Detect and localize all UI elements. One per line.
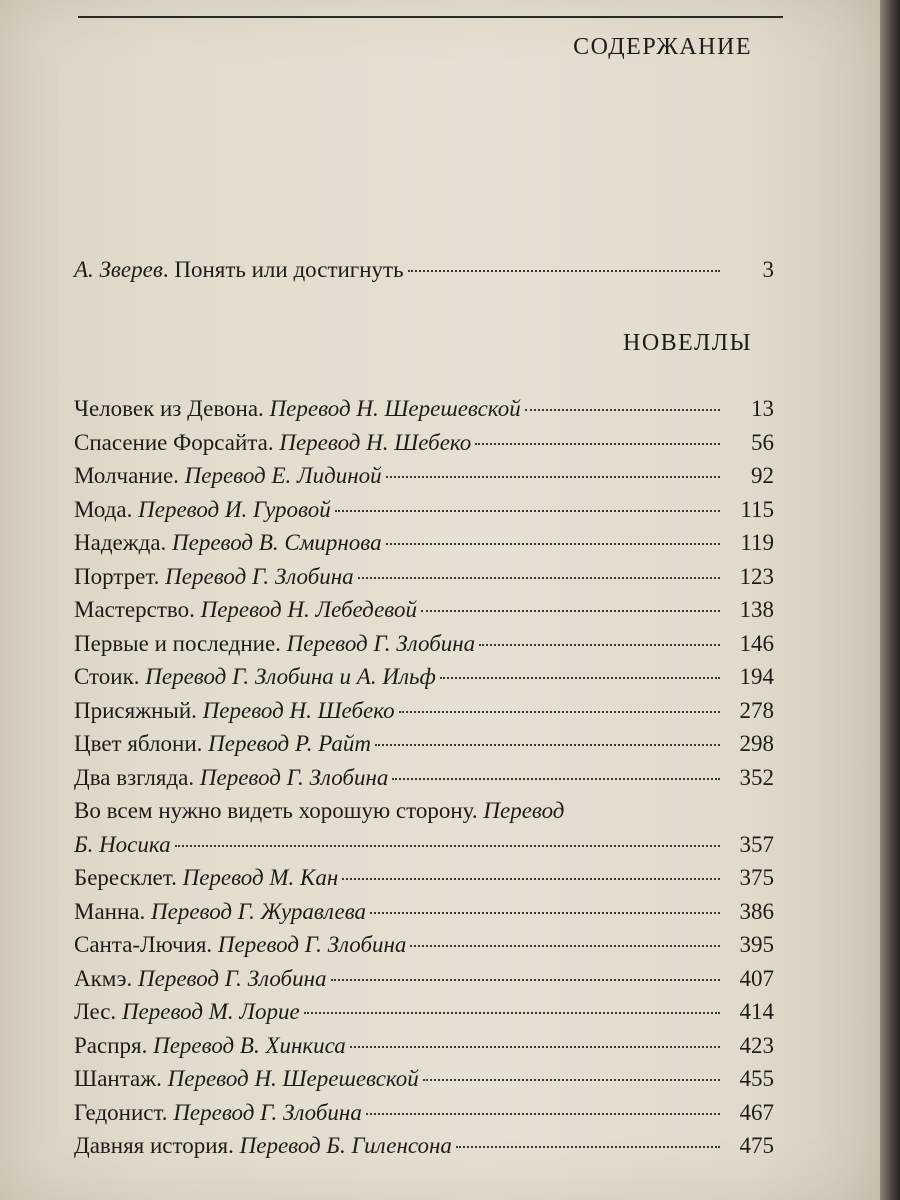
dot-leader bbox=[370, 912, 720, 914]
entry-title: Цвет яблони. bbox=[74, 731, 203, 756]
entry-translator: Перевод Г. Журавлева bbox=[151, 898, 367, 924]
entry-text bbox=[74, 660, 436, 694]
entry-title: Шантаж. bbox=[74, 1066, 162, 1091]
toc-entry bbox=[74, 928, 774, 962]
entry-title: Бересклет. bbox=[74, 865, 177, 890]
page-number: 357 bbox=[739, 831, 774, 857]
entry-title: Во всем нужно видеть хорошую сторону. bbox=[74, 798, 478, 823]
toc-entry bbox=[74, 727, 774, 761]
entry-title: Первые и последние. bbox=[74, 630, 281, 656]
entry-text bbox=[74, 962, 327, 996]
entry-translator: Перевод В. Хинкиса bbox=[153, 1032, 346, 1058]
entry-title: Портрет. bbox=[74, 563, 160, 589]
entry-title: Санта-Лючия. bbox=[74, 932, 213, 957]
page-number: 423 bbox=[739, 1032, 774, 1058]
entry-text bbox=[74, 861, 338, 895]
entry-translator: Перевод Г. Злобина и А. Ильф bbox=[145, 664, 436, 689]
page-number: 395 bbox=[739, 932, 774, 957]
entry-text bbox=[74, 1062, 419, 1096]
dot-leader bbox=[175, 845, 720, 847]
entry-title: Молчание. bbox=[74, 463, 179, 488]
entry-text bbox=[74, 526, 382, 560]
page-number: 123 bbox=[739, 563, 774, 589]
entry-title: Лес. bbox=[74, 999, 117, 1024]
entry-title: Стоик. bbox=[74, 664, 140, 689]
entry-translator: Перевод Г. Злобина bbox=[165, 563, 354, 589]
toc-entry bbox=[74, 1029, 774, 1063]
toc-entry bbox=[74, 694, 774, 728]
entry-translator: Перевод Н. Шебеко bbox=[279, 429, 472, 455]
dot-leader bbox=[335, 510, 720, 512]
entry-title: Человек из Девона. bbox=[74, 396, 264, 421]
intro-author: А. Зверев bbox=[74, 257, 163, 282]
contents-heading: СОДЕРЖАНИЕ bbox=[573, 34, 752, 60]
toc-entry bbox=[74, 593, 774, 627]
entry-title: Надежда. bbox=[74, 530, 167, 555]
toc-entry bbox=[74, 861, 774, 895]
entry-translator: Перевод Н. Шерешевской bbox=[269, 396, 521, 421]
entry-text bbox=[74, 928, 406, 962]
toc-entry bbox=[74, 794, 774, 861]
page-number: 56 bbox=[751, 429, 774, 455]
dot-leader bbox=[399, 711, 720, 713]
entry-translator: Перевод Б. Гиленсона bbox=[239, 1133, 452, 1158]
toc-entry bbox=[74, 1062, 774, 1096]
entry-text bbox=[74, 426, 471, 460]
entry-translator: Перевод Н. Шебеко bbox=[202, 697, 395, 723]
page-number: 414 bbox=[739, 999, 774, 1024]
page-number: 298 bbox=[739, 731, 774, 756]
entry-text bbox=[74, 727, 371, 761]
entry-title: Манна. bbox=[74, 898, 146, 924]
page-number: 3 bbox=[762, 257, 774, 282]
toc-entry bbox=[74, 995, 774, 1029]
page-number: 13 bbox=[751, 396, 774, 421]
page-number: 119 bbox=[740, 530, 774, 555]
dot-leader bbox=[386, 476, 720, 478]
entry-translator: Перевод Н. Лебедевой bbox=[200, 597, 417, 622]
toc-entry bbox=[74, 392, 774, 426]
entry-translator: Перевод bbox=[483, 798, 565, 823]
entry-title: Распря. bbox=[74, 1032, 148, 1058]
entry-line-2 bbox=[74, 828, 774, 862]
page-number: 467 bbox=[739, 1099, 774, 1125]
entry-text bbox=[74, 995, 300, 1029]
entry-text bbox=[74, 1096, 362, 1130]
page-edge-shadow bbox=[880, 0, 900, 1200]
entry-translator: Перевод В. Смирнова bbox=[172, 530, 382, 555]
page-number: 92 bbox=[751, 463, 774, 488]
toc-entry bbox=[74, 560, 774, 594]
entry-translator: Перевод Г. Злобина bbox=[199, 764, 389, 790]
page-number: 407 bbox=[739, 965, 774, 991]
page-number: 455 bbox=[739, 1066, 774, 1091]
entry-text bbox=[74, 627, 475, 661]
toc-entry bbox=[74, 761, 774, 795]
intro-title: Понять или достигнуть bbox=[174, 257, 404, 282]
entry-translator: Перевод Р. Райт bbox=[208, 731, 371, 756]
dot-leader bbox=[375, 744, 720, 746]
dot-leader bbox=[392, 778, 720, 780]
toc-entry bbox=[74, 962, 774, 996]
toc-entry bbox=[74, 493, 774, 527]
dot-leader bbox=[408, 270, 720, 272]
novels-list bbox=[74, 392, 774, 1163]
entry-text bbox=[74, 253, 404, 287]
dot-leader bbox=[350, 1046, 720, 1048]
dot-leader bbox=[423, 1079, 720, 1081]
entry-translator-cont: Б. Носика bbox=[74, 831, 171, 857]
entry-translator: Перевод Г. Злобина bbox=[217, 932, 407, 957]
intro-separator: . bbox=[162, 257, 175, 282]
entry-line-1 bbox=[74, 794, 774, 828]
dot-leader bbox=[456, 1146, 720, 1148]
entry-translator: Перевод Г. Злобина bbox=[173, 1099, 362, 1125]
page-number: 375 bbox=[739, 865, 774, 890]
novels-heading: НОВЕЛЛЫ bbox=[623, 330, 752, 356]
toc-entry bbox=[74, 526, 774, 560]
dot-leader bbox=[410, 945, 720, 947]
toc-entry bbox=[74, 1129, 774, 1163]
intro-list bbox=[74, 253, 774, 287]
entry-translator: Перевод М. Кан bbox=[182, 865, 339, 890]
page-number: 475 bbox=[739, 1133, 774, 1158]
dot-leader bbox=[342, 878, 720, 880]
dot-leader bbox=[331, 979, 720, 981]
page-number: 194 bbox=[739, 664, 774, 689]
entry-text bbox=[74, 694, 395, 728]
entry-title: Мастерство. bbox=[74, 597, 195, 622]
entry-translator: Перевод Н. Шерешевской bbox=[167, 1066, 419, 1091]
page-number: 352 bbox=[739, 764, 774, 790]
entry-text bbox=[74, 895, 366, 929]
entry-title: Давняя история. bbox=[74, 1133, 234, 1158]
entry-text bbox=[74, 560, 354, 594]
entry-text bbox=[74, 593, 417, 627]
dot-leader bbox=[479, 644, 720, 646]
toc-entry bbox=[74, 895, 774, 929]
entry-title: Мода. bbox=[74, 496, 133, 522]
entry-title: Акмэ. bbox=[74, 965, 133, 991]
toc-entry bbox=[74, 660, 774, 694]
dot-leader bbox=[525, 409, 720, 411]
toc-entry bbox=[74, 459, 774, 493]
entry-text bbox=[74, 1129, 452, 1163]
entry-translator: Перевод Г. Злобина bbox=[286, 630, 476, 656]
dot-leader bbox=[304, 1012, 720, 1014]
page-number: 115 bbox=[740, 496, 774, 522]
entry-title: Присяжный. bbox=[74, 697, 197, 723]
page-number: 386 bbox=[739, 898, 774, 924]
entry-title: Гедонист. bbox=[74, 1099, 168, 1125]
dot-leader bbox=[440, 677, 720, 679]
entry-text bbox=[74, 761, 388, 795]
entry-title: Спасение Форсайта. bbox=[74, 429, 274, 455]
entry-translator: Перевод Е. Лидиной bbox=[184, 463, 382, 488]
dot-leader bbox=[366, 1113, 720, 1115]
toc-entry-intro bbox=[74, 253, 774, 287]
toc-entry bbox=[74, 426, 774, 460]
entry-text bbox=[74, 459, 382, 493]
entry-title: Два взгляда. bbox=[74, 764, 195, 790]
dot-leader bbox=[358, 577, 720, 579]
toc-entry bbox=[74, 627, 774, 661]
page-number: 138 bbox=[739, 597, 774, 622]
page-number: 278 bbox=[739, 697, 774, 723]
dot-leader bbox=[475, 443, 720, 445]
entry-text bbox=[74, 1029, 346, 1063]
entry-translator: Перевод И. Гуровой bbox=[138, 496, 331, 522]
top-rule bbox=[78, 16, 783, 18]
entry-text bbox=[74, 493, 331, 527]
entry-translator: Перевод М. Лорие bbox=[121, 999, 300, 1024]
dot-leader bbox=[421, 610, 720, 612]
page-number: 146 bbox=[739, 630, 774, 656]
entry-text bbox=[74, 392, 521, 426]
entry-translator: Перевод Г. Злобина bbox=[138, 965, 327, 991]
toc-entry bbox=[74, 1096, 774, 1130]
dot-leader bbox=[386, 543, 720, 545]
